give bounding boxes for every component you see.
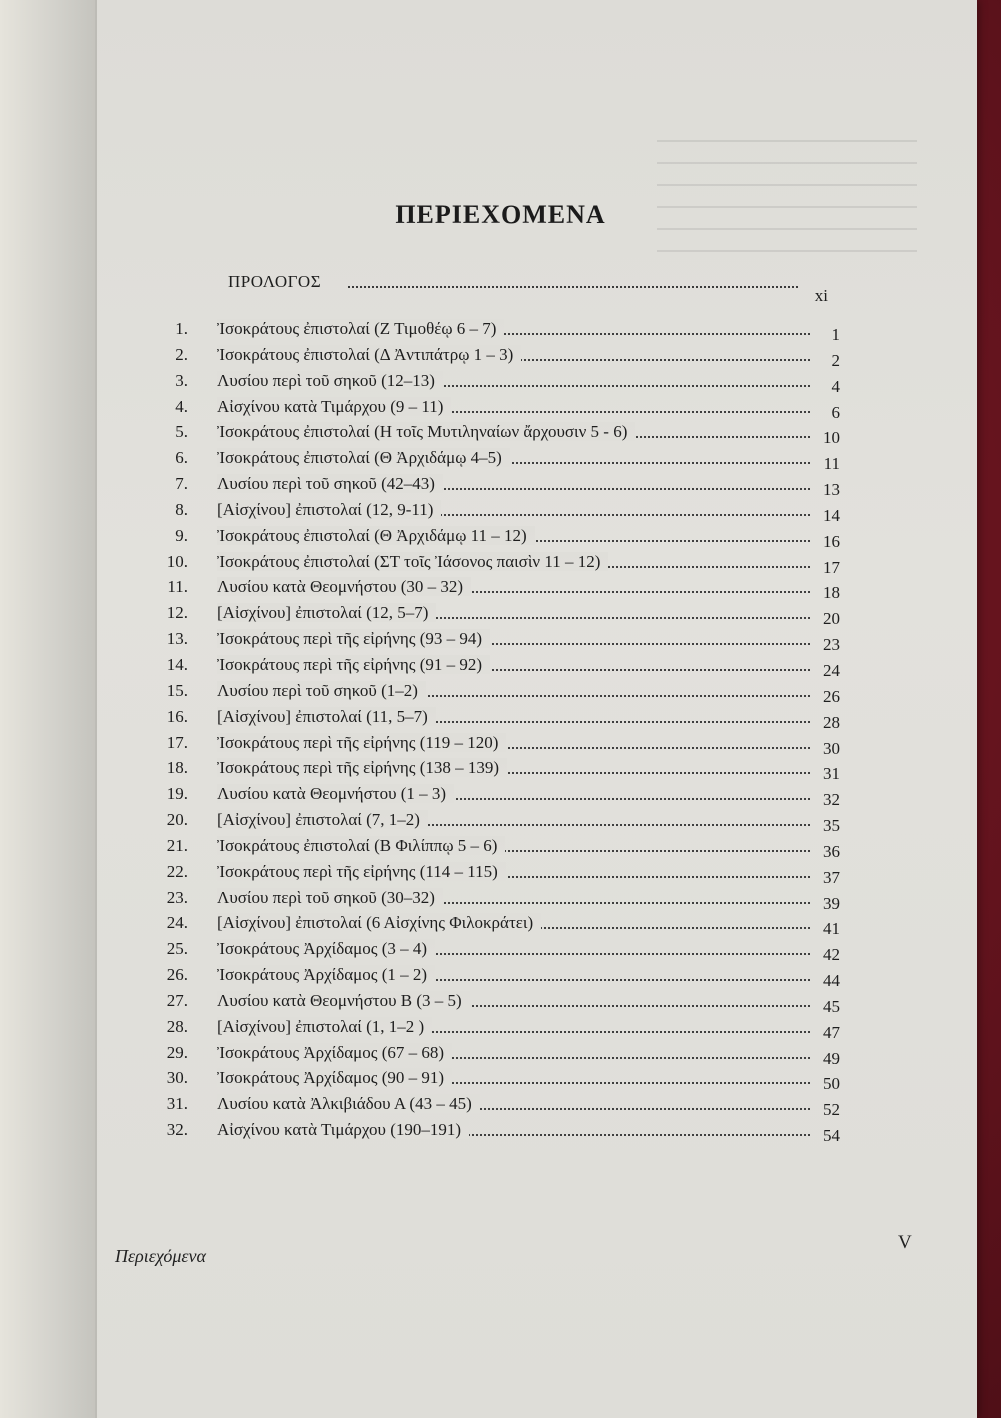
toc-entry-page-number: 47 [823,1022,840,1042]
toc-entry-number: 22. [166,861,188,881]
toc-entry-title: Λυσίου περὶ τοῦ σηκοῦ (30–32) [217,888,443,907]
toc-entry-title-wrap [217,318,504,340]
toc-entry-page-number: 45 [823,996,840,1016]
toc-entry-page-number: 54 [823,1126,840,1146]
toc-entry-page-number: 31 [823,764,840,784]
folio-number: V [898,1232,912,1253]
toc-entry-number: 18. [166,758,188,778]
toc-entry-title: Ἰσοκράτους ἐπιστολαί (ΣΤ τοῖς Ἰάσονος παισὶν 11 – 12) [217,552,608,571]
toc-entry-page-number: 6 [831,402,840,422]
toc-entry-title-wrap [217,602,436,624]
toc-entry-number: 7. [175,474,188,494]
toc-entry-title: [Αἰσχίνου] ἐπιστολαί (7, 1–2) [217,810,428,829]
toc-entry [120,421,840,447]
toc-entry-page-number: 50 [823,1074,840,1094]
toc-entry-page-number: 10 [823,428,840,448]
toc-entry-number: 3. [175,370,188,390]
toc-entry-page-number: 26 [823,686,840,706]
toc-entry-number: 6. [175,448,188,468]
toc-entry-number: 26. [166,965,188,985]
toc-entry-number: 29. [166,1042,188,1062]
toc-entry-title: Ἰσοκράτους ἐπιστολαί (Β Φιλίππῳ 5 – 6) [217,836,505,855]
toc-entry-page-number: 20 [823,609,840,629]
toc-entry-title: Λυσίου κατὰ Ἀλκιβιάδου Α (43 – 45) [217,1094,480,1113]
toc-entry-page-number: 23 [823,635,840,655]
toc-entry-page-number: 14 [823,505,840,525]
toc-entry [120,912,840,938]
toc-entry-title-wrap [217,421,635,443]
toc-entry [120,861,840,887]
toc-entry-title-wrap [217,551,608,573]
toc-entry [120,1042,840,1068]
toc-entry-page-number: 17 [823,557,840,577]
toc-entry-page-number: 49 [823,1048,840,1068]
toc-entry-title: Ἰσοκράτους περὶ τῆς εἰρήνης (114 – 115) [217,862,506,881]
toc-entry-title-wrap [217,861,506,883]
toc-entry [120,706,840,732]
toc-entry [120,809,840,835]
toc-entry-title: Ἰσοκράτους Ἀρχίδαμος (90 – 91) [217,1068,452,1087]
toc-entry-number: 16. [166,706,188,726]
toc-entry-title: Ἰσοκράτους περὶ τῆς εἰρήνης (91 – 92) [217,655,490,674]
toc-entry-number: 12. [166,603,188,623]
toc-entry-number: 17. [166,732,188,752]
toc-entry-number: 32. [166,1120,188,1140]
toc-entry-title-wrap [217,654,490,676]
prologue-label: ΠΡΟΛΟΓΟΣ [228,272,322,291]
toc-entry-title: Λυσίου περὶ τοῦ σηκοῦ (42–43) [217,474,443,493]
toc-entry-number: 23. [166,887,188,907]
toc-entry-title-wrap [217,396,451,418]
toc-entry-title: [Αἰσχίνου] ἐπιστολαί (1, 1–2 ) [217,1017,432,1036]
toc-entry-page-number: 13 [823,480,840,500]
toc-entry-title-wrap [217,887,443,909]
toc-entry-number: 19. [166,784,188,804]
toc-entry-title-wrap [217,706,436,728]
toc-entry-page-number: 39 [823,893,840,913]
toc-entry-title: Ἰσοκράτους Ἀρχίδαμος (3 – 4) [217,939,435,958]
toc-entry [120,732,840,758]
toc-entry-page-number: 30 [823,738,840,758]
toc-entry-title-wrap [217,1119,469,1141]
toc-entry-title: Ἰσοκράτους ἐπιστολαί (Δ Ἀντιπάτρῳ 1 – 3) [217,345,521,364]
toc-entry [120,783,840,809]
toc-entry-title-wrap [217,964,435,986]
toc-entry-title: Λυσίου περὶ τοῦ σηκοῦ (1–2) [217,681,426,700]
toc-entry-number: 8. [175,499,188,519]
toc-entry [120,551,840,577]
toc-entry [120,654,840,680]
toc-entry-number: 11. [167,577,188,597]
toc-entry-page-number: 28 [823,712,840,732]
toc-entry-number: 25. [166,939,188,959]
toc-entry [120,499,840,525]
page-title: ΠΕΡΙΕΧΟΜΕΝΑ [395,200,606,229]
toc-entry-number: 1. [175,319,188,338]
toc-entry-title: Ἰσοκράτους ἐπιστολαί (Θ Ἀρχιδάμῳ 11 – 12) [217,526,535,545]
toc-entry-page-number: 37 [823,867,840,887]
toc-entry-page-number: 41 [823,919,840,939]
toc-entry-title-wrap [217,783,454,805]
toc-entry-number: 30. [166,1068,188,1088]
toc-entry-title-wrap [217,525,535,547]
toc-entry [120,1093,840,1119]
toc-entry-title-wrap [217,757,507,779]
toc-entry-number: 10. [166,551,188,571]
toc-entry [120,1119,840,1145]
toc-entry-title-wrap [217,499,441,521]
toc-entry-title: Αἰσχίνου κατὰ Τιμάρχου (9 – 11) [217,397,451,416]
toc-entry-title: Λυσίου περὶ τοῦ σηκοῦ (12–13) [217,371,443,390]
toc-entry-page-number: 11 [823,454,840,474]
toc-entry-title-wrap [217,473,443,495]
toc-entry [120,318,840,344]
toc-entry-title-wrap [217,835,505,857]
toc-entry-title: Λυσίου κατὰ Θεομνήστου (30 – 32) [217,577,471,596]
toc-entry-title: [Αἰσχίνου] ἐπιστολαί (6 Αἰσχίνης Φιλοκράτει) [217,913,541,932]
toc-entry-title-wrap [217,912,541,934]
table-of-contents [120,318,840,1145]
toc-entry-title-wrap [217,809,428,831]
dot-leader [348,286,798,288]
toc-entry-number: 21. [166,835,188,855]
toc-entry-number: 15. [166,680,188,700]
toc-entry-number: 27. [166,990,188,1010]
toc-entry-page-number: 52 [823,1100,840,1120]
toc-entry-title-wrap [217,680,426,702]
toc-entry-number: 4. [175,396,188,416]
toc-entry-title-wrap [217,732,506,754]
toc-entry [120,990,840,1016]
prologue-entry [228,272,828,305]
toc-entry-page-number: 1 [831,325,840,344]
toc-entry [120,447,840,473]
toc-entry-title-wrap [217,447,510,469]
toc-entry [120,602,840,628]
toc-entry-title: Ἰσοκράτους περὶ τῆς εἰρήνης (138 – 139) [217,758,507,777]
toc-entry-page-number: 16 [823,531,840,551]
toc-entry-title-wrap [217,990,470,1012]
toc-entry [120,835,840,861]
toc-entry-title-wrap [217,370,443,392]
toc-entry [120,964,840,990]
toc-entry-page-number: 44 [823,971,840,991]
running-footer-title: Περιεχόμενα [115,1246,206,1266]
toc-entry-title: Αἰσχίνου κατὰ Τιμάρχου (190–191) [217,1120,469,1139]
toc-entry-page-number: 35 [823,816,840,836]
toc-entry-page-number: 18 [823,583,840,603]
toc-entry-number: 31. [166,1094,188,1114]
toc-entry-number: 5. [175,422,188,442]
toc-entry-title: Λυσίου κατὰ Θεομνήστου Β (3 – 5) [217,991,470,1010]
toc-entry [120,680,840,706]
toc-entry-number: 14. [166,654,188,674]
toc-entry [120,525,840,551]
toc-entry-title: [Αἰσχίνου] ἐπιστολαί (11, 5–7) [217,707,436,726]
toc-entry-title-wrap [217,1042,452,1064]
toc-entry-number: 24. [166,913,188,933]
toc-entry [120,370,840,396]
toc-entry [120,628,840,654]
toc-entry-number: 9. [175,525,188,545]
toc-entry-page-number: 4 [831,376,840,396]
toc-entry-title: Ἰσοκράτους ἐπιστολαί (Η τοῖς Μυτιληναίων ἄρχουσιν 5 - 6) [217,422,635,441]
toc-entry-title-wrap [217,1067,452,1089]
toc-entry-title-wrap [217,628,490,650]
toc-entry-title-wrap [217,938,435,960]
toc-entry-title: Ἰσοκράτους περὶ τῆς εἰρήνης (93 – 94) [217,629,490,648]
toc-entry-number: 2. [175,344,188,364]
toc-entry [120,1016,840,1042]
toc-entry [120,1067,840,1093]
toc-entry-page-number: 24 [823,660,840,680]
toc-entry-title: Ἰσοκράτους περὶ τῆς εἰρήνης (119 – 120) [217,733,506,752]
toc-entry-number: 13. [166,629,188,649]
toc-entry-page-number: 2 [831,350,840,370]
toc-entry-title: Ἰσοκράτους ἐπιστολαί (Θ Ἀρχιδάμῳ 4–5) [217,448,510,467]
toc-entry-title-wrap [217,1093,480,1115]
toc-entry-title: Ἰσοκράτους Ἀρχίδαμος (67 – 68) [217,1043,452,1062]
toc-entry-title-wrap [217,344,521,366]
toc-entry-page-number: 32 [823,790,840,810]
toc-entry-title-wrap [217,1016,432,1038]
toc-entry-title-wrap [217,576,471,598]
toc-entry-number: 20. [166,810,188,830]
toc-entry-title: [Αἰσχίνου] ἐπιστολαί (12, 9-11) [217,500,441,519]
toc-entry [120,396,840,422]
toc-entry [120,887,840,913]
toc-entry [120,344,840,370]
prologue-page-number: xi [814,286,828,305]
toc-entry [120,757,840,783]
toc-entry-title: Ἰσοκράτους Ἀρχίδαμος (1 – 2) [217,965,435,984]
toc-entry [120,576,840,602]
toc-entry [120,473,840,499]
toc-entry-title: Ἰσοκράτους ἐπιστολαί (Ζ Τιμοθέῳ 6 – 7) [217,319,504,338]
toc-entry-page-number: 42 [823,945,840,965]
toc-entry-title: Λυσίου κατὰ Θεομνήστου (1 – 3) [217,784,454,803]
toc-entry [120,938,840,964]
toc-entry-page-number: 36 [823,841,840,861]
toc-entry-title: [Αἰσχίνου] ἐπιστολαί (12, 5–7) [217,603,436,622]
toc-entry-number: 28. [166,1016,188,1036]
